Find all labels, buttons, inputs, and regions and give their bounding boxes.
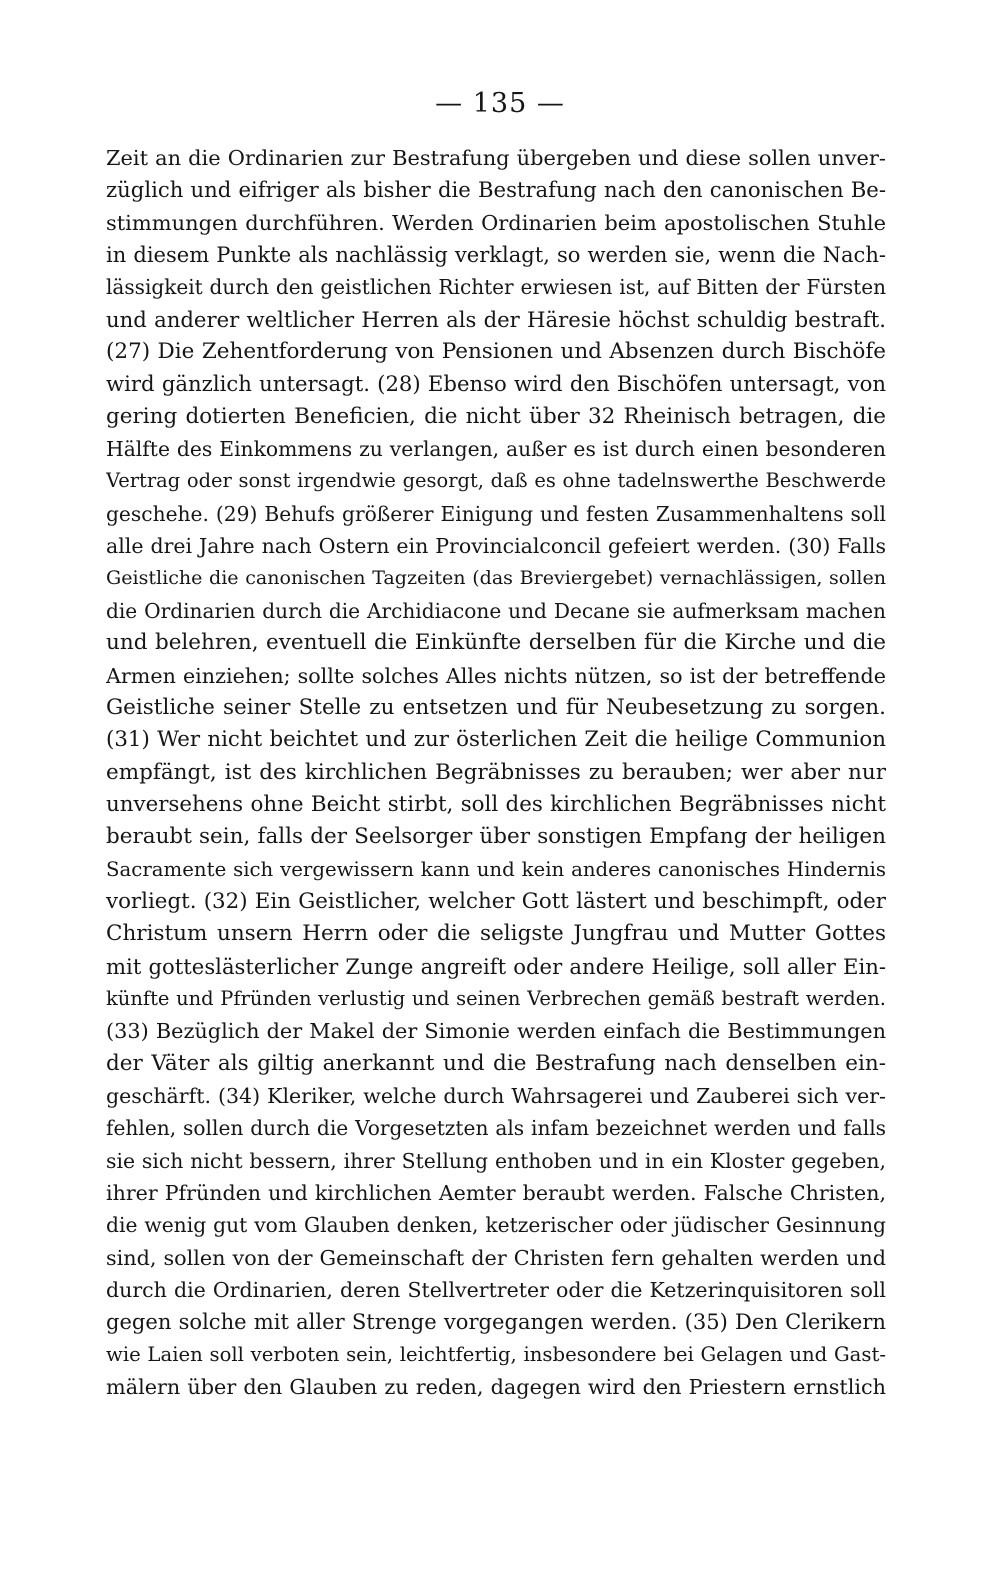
text-line: unversehens ohne Beicht stirbt, soll des kirchlichen Begräbnisses nicht — [106, 791, 886, 817]
text-line: mit gotteslästerlicher Zunge angreift oder andere Heilige, soll aller Ein- — [106, 953, 886, 979]
text-line: (27) Die Zehentforderung von Pensionen und Absenzen durch Bischöfe — [106, 339, 886, 365]
text-line: stimmungen durchführen. Werden Ordinarien beim apostolischen Stuhle — [106, 210, 886, 235]
text-line: in diesem Punkte als nachlässig verklagt, so werden sie, wenn die Nach- — [106, 242, 886, 268]
text-line: Vertrag oder sonst irgendwie gesorgt, daß es ohne tadelnswerthe Beschwerde — [106, 469, 886, 493]
text-line: züglich und eifriger als bisher die Bestrafung nach den canonischen Be- — [106, 177, 886, 203]
text-line: beraubt sein, falls der Seelsorger über sonstigen Empfang der heiligen — [106, 824, 886, 850]
text-line: Armen einziehen; sollte solches Alles nichts nützen, so ist der betreffende — [106, 663, 886, 688]
text-line: der Väter als giltig anerkannt und die Bestrafung nach denselben ein- — [106, 1050, 886, 1076]
body-text — [106, 142, 886, 1403]
text-line: (33) Bezüglich der Makel der Simonie werden einfach die Bestimmungen — [106, 1019, 886, 1044]
page-number: — 135 — — [435, 88, 565, 119]
text-line: vorliegt. (32) Ein Geistlicher, welcher Gott lästert und beschimpft, oder — [106, 888, 886, 914]
text-line: Zeit an die Ordinarien zur Bestrafung übergeben und diese sollen unver- — [106, 146, 886, 170]
text-line: fehlen, sollen durch die Vorgesetzten als infam bezeichnet werden und falls — [106, 1116, 886, 1141]
text-line: durch die Ordinarien, deren Stellvertreter oder die Ketzerinquisitoren soll — [106, 1278, 886, 1303]
text-line: Geistliche seiner Stelle zu entsetzen und für Neubesetzung zu sorgen. — [106, 694, 886, 720]
text-line: (31) Wer nicht beichtet und zur österlichen Zeit die heilige Communion — [106, 727, 886, 753]
text-line: alle drei Jahre nach Ostern ein Provincialconcil gefeiert werden. (30) Falls — [106, 534, 886, 559]
text-line: die wenig gut vom Glauben denken, ketzerischer oder jüdischer Gesinnung — [106, 1213, 886, 1238]
text-line: und belehren, eventuell die Einkünfte derselben für die Kirche und die — [106, 630, 886, 656]
text-line: gegen solche mit aller Strenge vorgegangen werden. (35) Den Clerikern — [106, 1309, 886, 1335]
text-line: künfte und Pfründen verlustig und seinen Verbrechen gemäß bestraft werden. — [106, 986, 886, 1010]
text-line: geschärft. (34) Kleriker, welche durch Wahrsagerei und Zauberei sich ver- — [106, 1083, 886, 1108]
text-line: Geistliche die canonischen Tagzeiten (das Breviergebet) vernachlässigen, sollen — [106, 567, 886, 590]
text-line: sie sich nicht bessern, ihrer Stellung enthoben und in ein Kloster gegeben, — [106, 1148, 886, 1173]
text-line: geschehe. (29) Behufs größerer Einigung und festen Zusammenhaltens soll — [106, 501, 886, 526]
text-line: wird gänzlich untersagt. (28) Ebenso wird den Bischöfen untersagt, von — [106, 371, 886, 397]
text-line: und anderer weltlicher Herren als der Häresie höchst schuldig bestraft. — [106, 306, 886, 332]
text-line: lässigkeit durch den geistlichen Richter erwiesen ist, auf Bitten der Fürsten — [106, 275, 886, 300]
text-line: die Ordinarien durch die Archidiacone und Decane sie aufmerksam machen — [106, 598, 886, 623]
text-line: ihrer Pfründen und kirchlichen Aemter beraubt werden. Falsche Christen, — [106, 1181, 886, 1205]
text-line: wie Laien soll verboten sein, leichtfertig, insbesondere bei Gelagen und Gast- — [106, 1342, 886, 1366]
text-line: sind, sollen von der Gemeinschaft der Christen fern gehalten werden und — [106, 1245, 886, 1270]
text-line: gering dotierten Beneficien, die nicht über 32 Rheinisch betragen, die — [106, 403, 886, 429]
text-line: mälern über den Glauben zu reden, dagegen wird den Priestern ernstlich — [106, 1375, 886, 1400]
text-line: Christum unsern Herrn oder die seligste Jungfrau und Mutter Gottes — [106, 921, 886, 947]
text-line: Hälfte des Einkommens zu verlangen, außer es ist durch einen besonderen — [106, 437, 886, 462]
text-line: empfängt, ist des kirchlichen Begräbnisses zu berauben; wer aber nur — [106, 759, 886, 785]
text-line: Sacramente sich vergewissern kann und kein anderes canonisches Hindernis — [106, 857, 886, 881]
